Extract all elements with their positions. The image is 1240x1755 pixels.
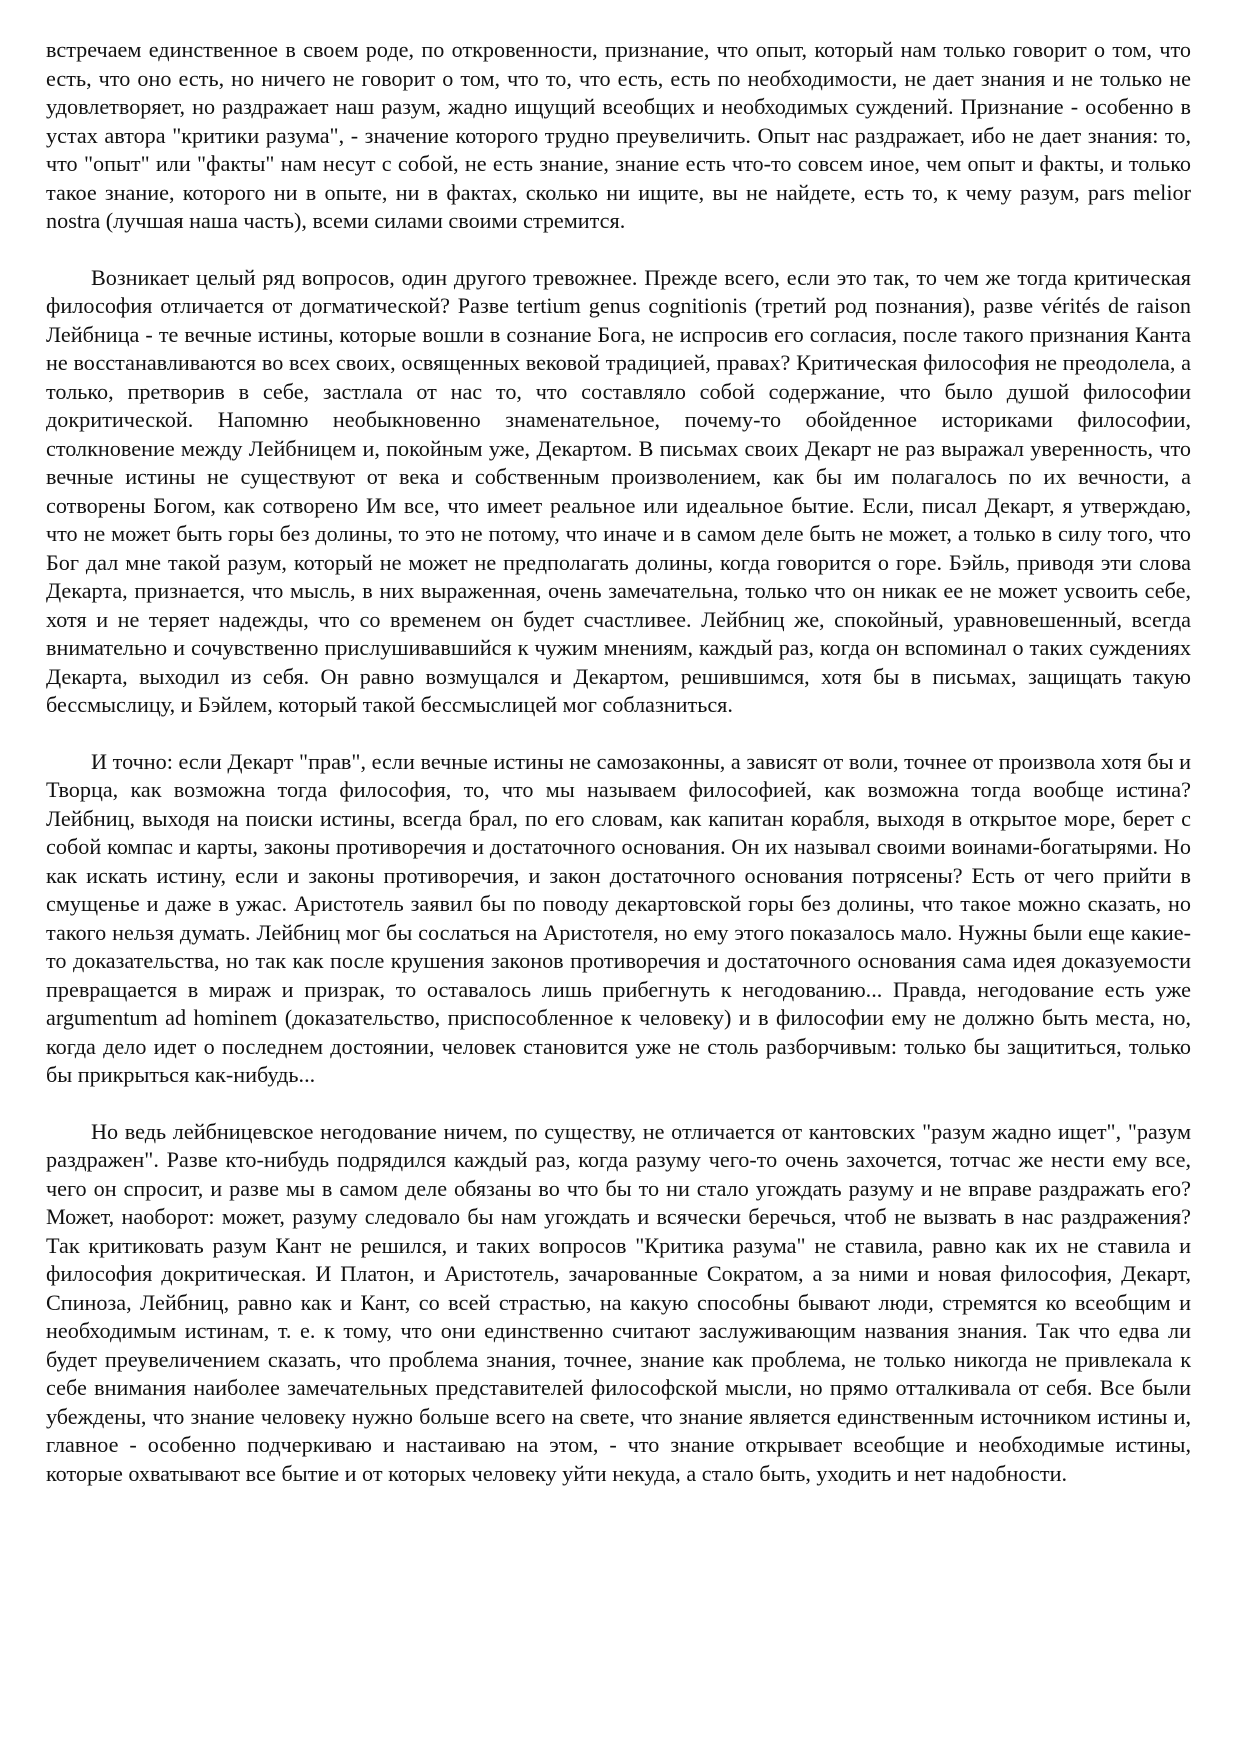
paragraph-descartes-right: И точно: если Декарт "прав", если вечные истины не самозаконны, а зависят от воли, точнее от произвола хотя бы и Творца, как возможна тогда философия, то, что мы называем философией, как возможна тогда вообще истина? Лейбниц, выходя на поиски истины, всегда брал, по его словам, как капитан корабля, выходя в открытое море, берет с собой компас и карты, законы противоречия и достаточного основания. Он их называл своими воинами-богатырями. Но как искать истину, если и законы противоречия, и закон достаточного основания потрясены? Есть от чего прийти в смущенье и даже в ужас. Аристотель заявил бы по поводу декартовской горы без долины, что такое можно сказать, но такого нельзя думать. Лейбниц мог бы сослаться на Аристотеля, но ему этого показалось мало. Нужны были еще какие-то доказательства, но так как после крушения законов противоречия и достаточного основания сама идея доказуемости превращается в мираж и призрак, то оставалось лишь прибегнуть к негодованию... Правда, негодование есть уже argumentum ad hominem (доказательство, приспособленное к человеку) и в философии ему не должно быть места, но, когда дело идет о последнем достоянии, человек становится уже не столь разборчивым: только бы защититься, только бы прикрыться как-нибудь... (46, 748, 1191, 1087)
paragraph-leibniz-indignation: Но ведь лейбницевское негодование ничем, по существу, не отличается от кантовских "разум жадно ищет", "разум раздражен". Разве кто-нибудь подрядился каждый раз, когда разуму чего-то очень захочется, тотчас же нести ему все, чего он спросит, и разве мы в самом деле обязаны во что бы то ни стало угождать разуму и не вправе раздражать его? Может, наоборот: может, разуму следовало бы нам угождать и всячески беречься, чтоб не вызвать в нас раздражения? Так критиковать разум Кант не решился, и таких вопросов "Критика разума" не ставила, равно как их не ставила и философия докритическая. И Платон, и Аристотель, зачарованные Сократом, а за ними и новая философия, Декарт, Спиноза, Лейбниц, равно как и Кант, со всей страстью, на какую способны бывают люди, стремятся ко всеобщим и необходимым истинам, т. е. к тому, что они единственно считают заслуживающим названия знания. Так что едва ли будет преувеличением сказать, что проблема знания, точнее, знание как проблема, не только никогда не привлекала к себе внимания наиболее замечательных представителей философской мысли, но прямо отталкивала от себя. Все были убеждены, что знание человеку нужно больше всего на свете, что знание является единственным источником истины и, главное - особенно подчеркиваю и настаиваю на этом, - что знание открывает всеобщие и необходимые истины, которые охватывают все бытие и от которых человеку уйти некуда, а стало быть, уходить и нет надобности. (46, 1118, 1191, 1486)
paragraph-questions: Возникает целый ряд вопросов, один другого тревожнее. Прежде всего, если это так, то чем же тогда критическая философия отличается от догматической? Разве tertium genus cognitionis (третий род познания), разве vérités de raison Лейбница - те вечные истины, которые вошли в сознание Бога, не испросив его согласия, после такого признания Канта не восстанавливаются во всех своих, освященных вековой традицией, правах? Критическая философия не преодолела, а только, претворив в себе, застлала от нас то, что составляло собой содержание, что было душой философии докритической. Напомню необыкновенно знаменательное, почему-то обойденное историками философии, столкновение между Лейбницем и, покойным уже, Декартом. В письмах своих Декарт не раз выражал уверенность, что вечные истины не существуют от века и собственным произволением, как бы им полагалось по их вечности, а сотворены Богом, как сотворено Им все, что имеет реальное или идеальное бытие. Если, писал Декарт, я утверждаю, что не может быть горы без долины, то это не потому, что иначе и в самом деле быть не может, а только в силу того, что Бог дал мне такой разум, который не может не предполагать долины, когда говорится о горе. Бэйль, приводя эти слова Декарта, признается, что мысль, в них выраженная, очень замечательна, только что он никак ее не может усвоить себе, хотя и не теряет надежды, что со временем он будет счастливее. Лейбниц же, спокойный, уравновешенный, всегда внимательно и сочувственно прислушивавшийся к чужим мнениям, каждый раз, когда он вспоминал о таких суждениях Декарта, выходил из себя. Он равно возмущался и Декартом, решившимся, хотя бы в письмах, защищать такую бессмыслицу, и Бэйлем, который такой бессмыслицей мог соблазниться. (46, 264, 1191, 717)
document-page (46, 36, 1191, 1488)
paragraph-continuation: встречаем единственное в своем роде, по откровенности, признание, что опыт, который нам только говорит о том, что есть, что оно есть, но ничего не говорит о том, что то, что есть, есть по необходимости, не дает знания и не только не удовлетворяет, но раздражает наш разум, жадно ищущий всеобщих и необходимых суждений. Признание - особенно в устах автора "критики разума", - значение которого трудно преувеличить. Опыт нас раздражает, ибо не дает знания: то, что "опыт" или "факты" нам несут с собой, не есть знание, знание есть что-то совсем иное, чем опыт и факты, и только такое знание, которого ни в опыте, ни в фактах, сколько ни ищите, вы не найдете, есть то, к чему разум, pars melior nostra (лучшая наша часть), всеми силами своими стремится. (46, 37, 1191, 233)
